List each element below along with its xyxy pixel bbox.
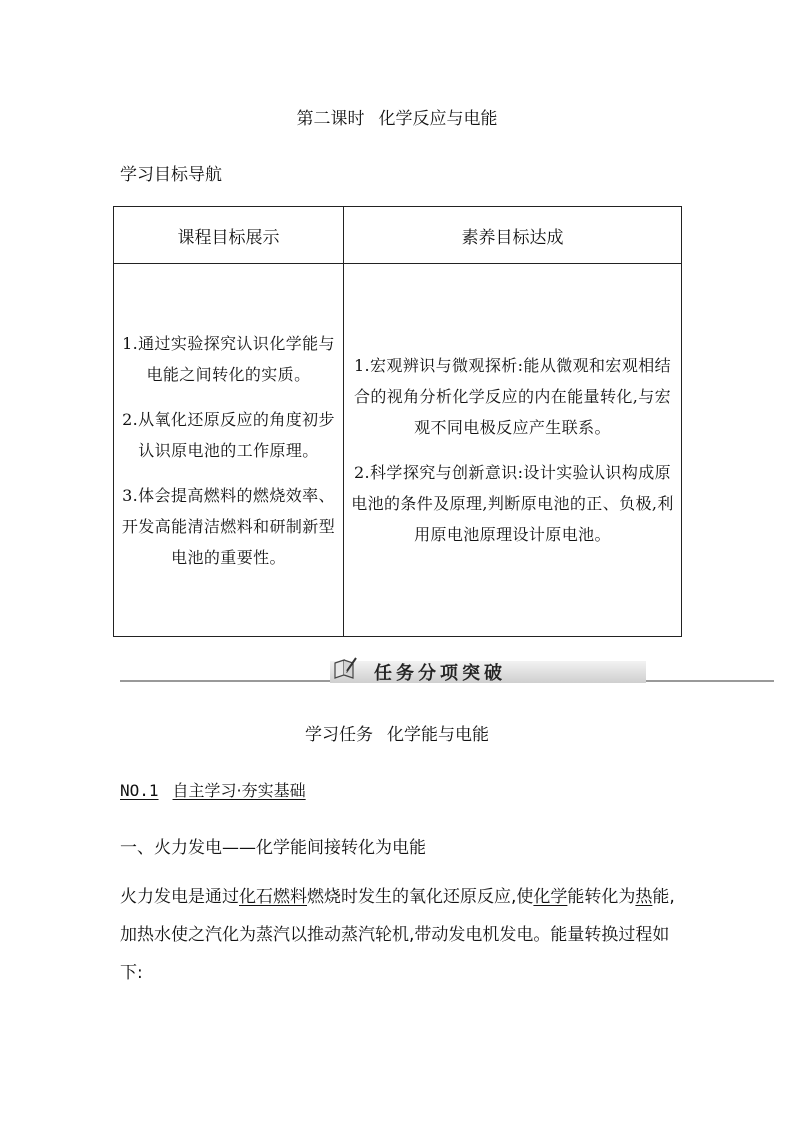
course-goal-item: 1.通过实验探究认识化学能与电能之间转化的实质。: [122, 333, 335, 384]
section-banner: [120, 655, 774, 687]
subsection-label: NO.1: [120, 781, 159, 800]
para-text: 火力发电是通过: [120, 887, 239, 907]
lesson-period: 第二课时: [296, 109, 365, 129]
book-pen-icon: [332, 655, 358, 681]
literacy-goal-item: 1.宏观辨识与微观探析:能从微观和宏观相结合的视角分析化学反应的内在能量转化,与宏观不同电极反应产生联系。: [353, 356, 672, 437]
course-goal-item: 3.体会提高燃料的燃烧效率、开发高能清洁燃料和研制新型电池的重要性。: [121, 485, 336, 567]
fill-answer: 化石燃料: [239, 887, 307, 907]
header-course-goals: 课程目标展示: [114, 207, 344, 264]
task-main-title: 化学能与电能: [387, 725, 489, 745]
header-literacy-goals: 素养目标达成: [344, 207, 682, 264]
body-paragraph: [120, 878, 680, 992]
goals-table: [113, 206, 682, 637]
para-text: 能转化为: [567, 887, 636, 907]
lesson-main-title: 化学反应与电能: [378, 109, 498, 129]
course-goals-cell: [114, 264, 344, 637]
subsection-title: 自主学习·夯实基础: [172, 781, 306, 800]
section-heading: 一、火力发电——化学能间接转化为电能: [120, 838, 426, 858]
literacy-goal-item: 2.科学探究与创新意识:设计实验认识构成原电池的条件及原理,判断原电池的正、负极,利用原电池原理设计原电池。: [351, 463, 674, 544]
fill-answer: 化学: [533, 887, 568, 907]
fill-answer: 热: [635, 887, 653, 907]
literacy-goals-cell: [344, 264, 682, 637]
para-text: 燃烧时发生的氧化还原反应,使: [307, 887, 534, 907]
task-title: [0, 720, 794, 745]
subsection-heading: [120, 778, 306, 801]
task-label: 学习任务: [305, 725, 373, 745]
nav-heading: 学习目标导航: [120, 165, 222, 185]
para-text: 能,加热水使之汽化为蒸汽以推动蒸汽轮机,带动发电机发电。能量转换过程如下:: [120, 887, 675, 983]
lesson-title: [0, 104, 794, 129]
banner-text: 任务分项突破: [374, 663, 506, 684]
course-goal-item: 2.从氧化还原反应的角度初步认识原电池的工作原理。: [122, 409, 335, 460]
